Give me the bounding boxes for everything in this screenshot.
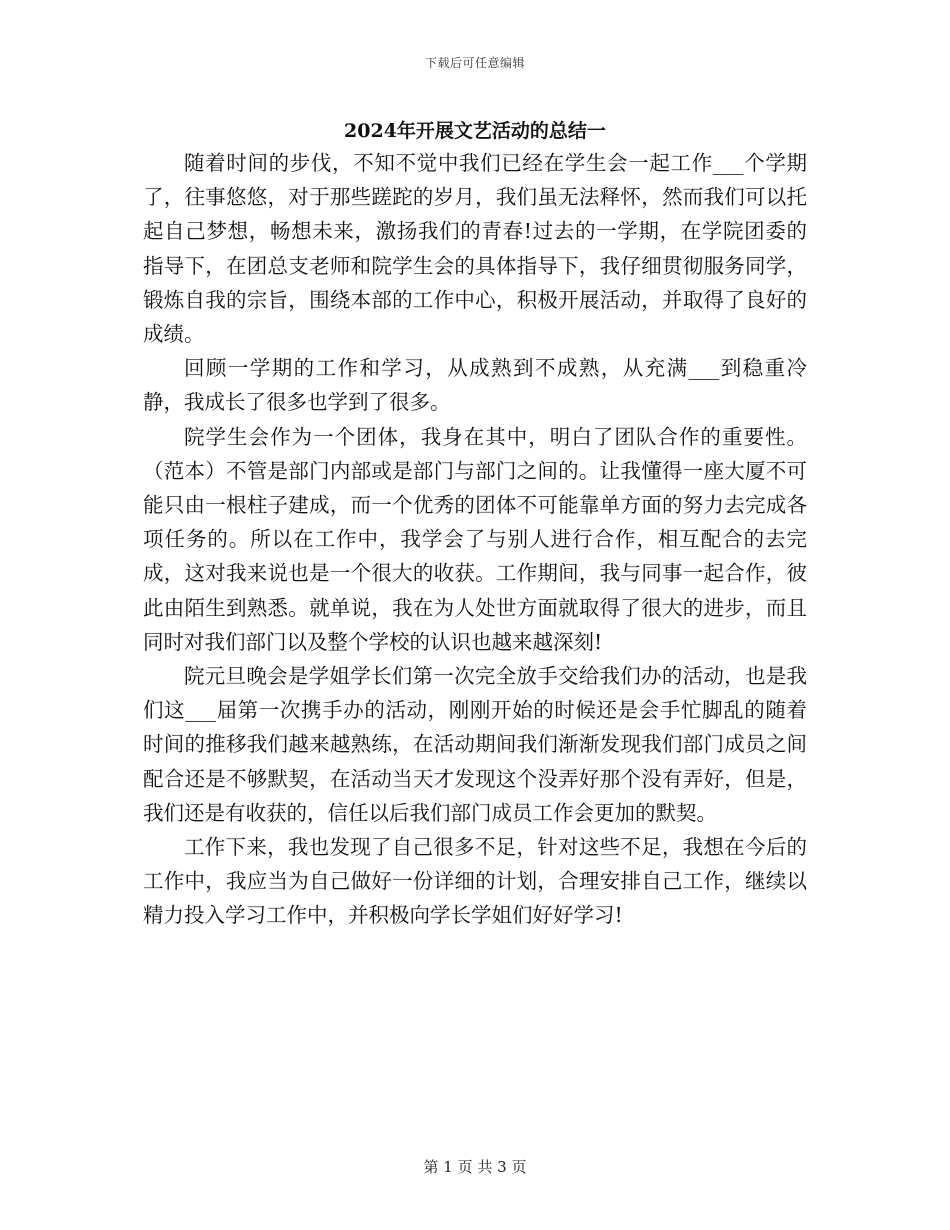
paragraph-1: 随着时间的步伐，不知不觉中我们已经在学生会一起工作___个学期了，往事悠悠，对于那些蹉跎的岁月，我们虽无法释怀，然而我们可以托起自己梦想，畅想未来，激扬我们的青春!过去的一学期，在学院团委的指导下，在团总支老师和院学生会的具体指导下，我仔细贯彻服务同学，锻炼自我的宗旨，围绕本部的工作中心，积极开展活动，并取得了良好的成绩。 bbox=[143, 151, 807, 347]
paragraph-4: 院元旦晚会是学姐学长们第一次完全放手交给我们办的活动，也是我们这___届第一次携手办的活动，刚刚开始的时候还是会手忙脚乱的随着时间的推移我们越来越熟练，在活动期间我们渐渐发现我们部门成员之间配合还是不够默契，在活动当天才发现这个没弄好那个没有弄好，但是，我们还是有收获的，信任以后我们部门成员工作会更加的默契。 bbox=[143, 664, 807, 825]
paragraph-3: 院学生会作为一个团体，我身在其中，明白了团队合作的重要性。（范本）不管是部门内部或是部门与部门之间的。让我懂得一座大厦不可能只由一根柱子建成，而一个优秀的团体不可能靠单方面的努力去完成各项任务的。所以在工作中，我学会了与别人进行合作，相互配合的去完成，这对我来说也是一个很大的收获。工作期间，我与同事一起合作，彼此由陌生到熟悉。就单说，我在为人处世方面就取得了很大的进步，而且同时对我们部门以及整个学校的认识也越来越深刻! bbox=[143, 424, 807, 654]
page-number: 第 1 页 共 3 页 bbox=[423, 1158, 527, 1176]
document-title: 2024年开展文艺活动的总结一 bbox=[344, 120, 606, 142]
document-body bbox=[143, 146, 807, 933]
paragraph-2: 回顾一学期的工作和学习，从成熟到不成熟，从充满___到稳重冷静，我成长了很多也学到了很多。 bbox=[143, 356, 807, 415]
header-note: 下载后可任意编辑 bbox=[424, 56, 525, 70]
paragraph-5: 工作下来，我也发现了自己很多不足，针对这些不足，我想在今后的工作中，我应当为自己做好一份详细的计划，合理安排自己工作，继续以精力投入学习工作中，并积极向学长学姐们好好学习! bbox=[143, 835, 807, 928]
